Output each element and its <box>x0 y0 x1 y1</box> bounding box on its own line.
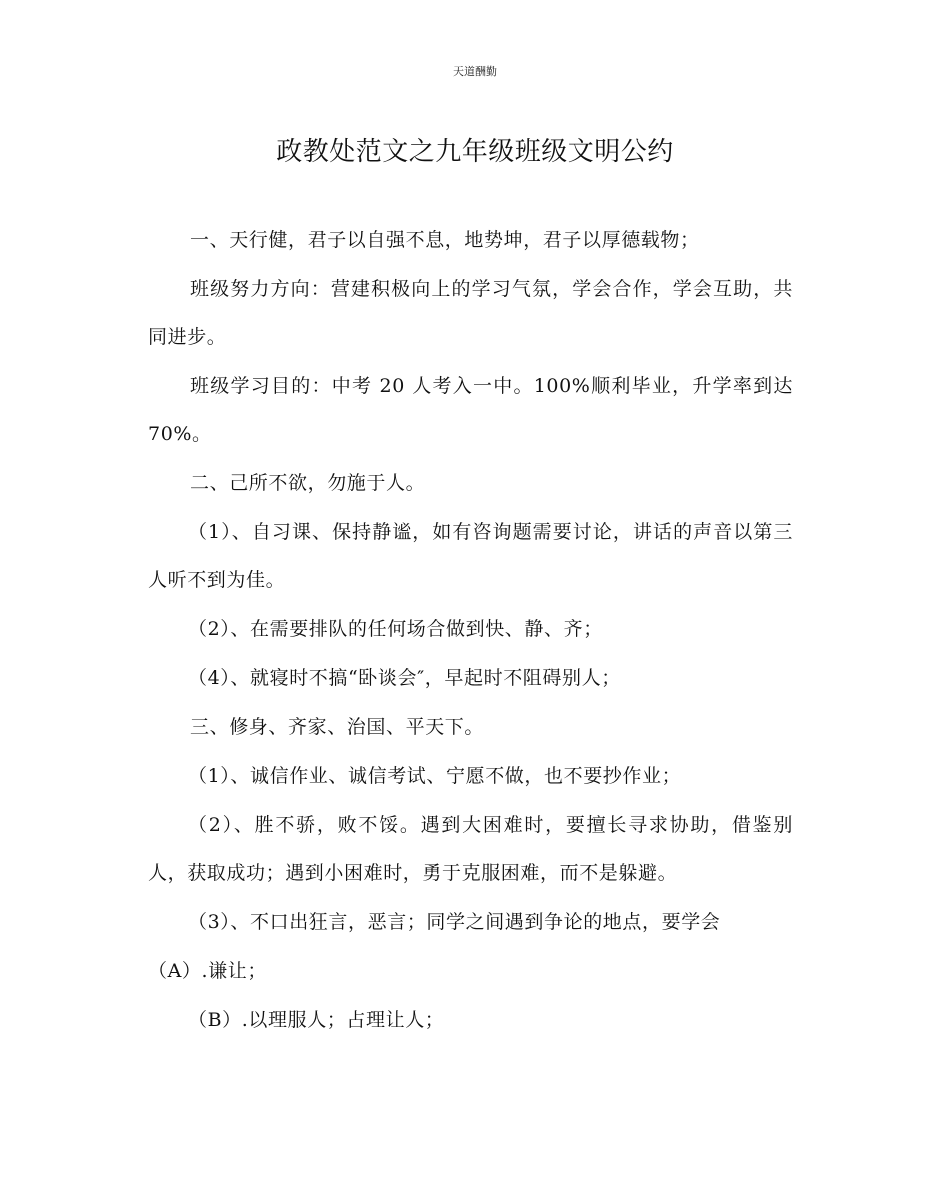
paragraph-rule-honesty: （1）、诚信作业、诚信考试、宁愿不做，也不要抄作业； <box>188 765 682 787</box>
page-header: 天道酬勤 <box>453 65 497 78</box>
paragraph-rule-dorm: （4）、就寝时不搞“卧谈会″，早起时不阻碍别人； <box>188 667 621 689</box>
paragraph-section-three: 三、修身、齐家、治国、平天下。 <box>190 716 485 738</box>
paragraph-sub-a: （A）.谦让； <box>148 960 267 982</box>
document-body <box>148 216 793 1045</box>
paragraph-sub-b: （B）.以理服人；占理让人； <box>188 1009 445 1031</box>
paragraph-rule-speech: （3）、不口出狂言，恶言；同学之间遇到争论的地点，要学会 <box>188 911 721 933</box>
paragraph-motto: 一、天行健，君子以自强不息，地势坤，君子以厚德载物； <box>190 229 700 251</box>
paragraph-rule-self-study: （1）、自习课、保持静谧，如有咨询题需要讨论，讲话的声音以第三人听不到为佳。 <box>148 521 793 591</box>
paragraph-rule-difficulty: （2）、胜不骄，败不馁。遇到大困难时，要擅长寻求协助，借鉴别人，获取成功；遇到小困难时，勇于克服困难，而不是躲避。 <box>148 814 793 884</box>
paragraph-rule-queue: （2）、在需要排队的任何场合做到快、静、齐； <box>188 618 603 640</box>
paragraph-class-direction: 班级努力方向：营建积极向上的学习气氛，学会合作，学会互助，共同进步。 <box>148 278 793 348</box>
document-title: 政教处范文之九年级班级文明公约 <box>276 137 674 167</box>
paragraph-class-goal: 班级学习目的：中考 20 人考入一中。100%顺利毕业，升学率到达 70%。 <box>148 375 793 445</box>
paragraph-section-two: 二、己所不欲，勿施于人。 <box>190 472 426 494</box>
